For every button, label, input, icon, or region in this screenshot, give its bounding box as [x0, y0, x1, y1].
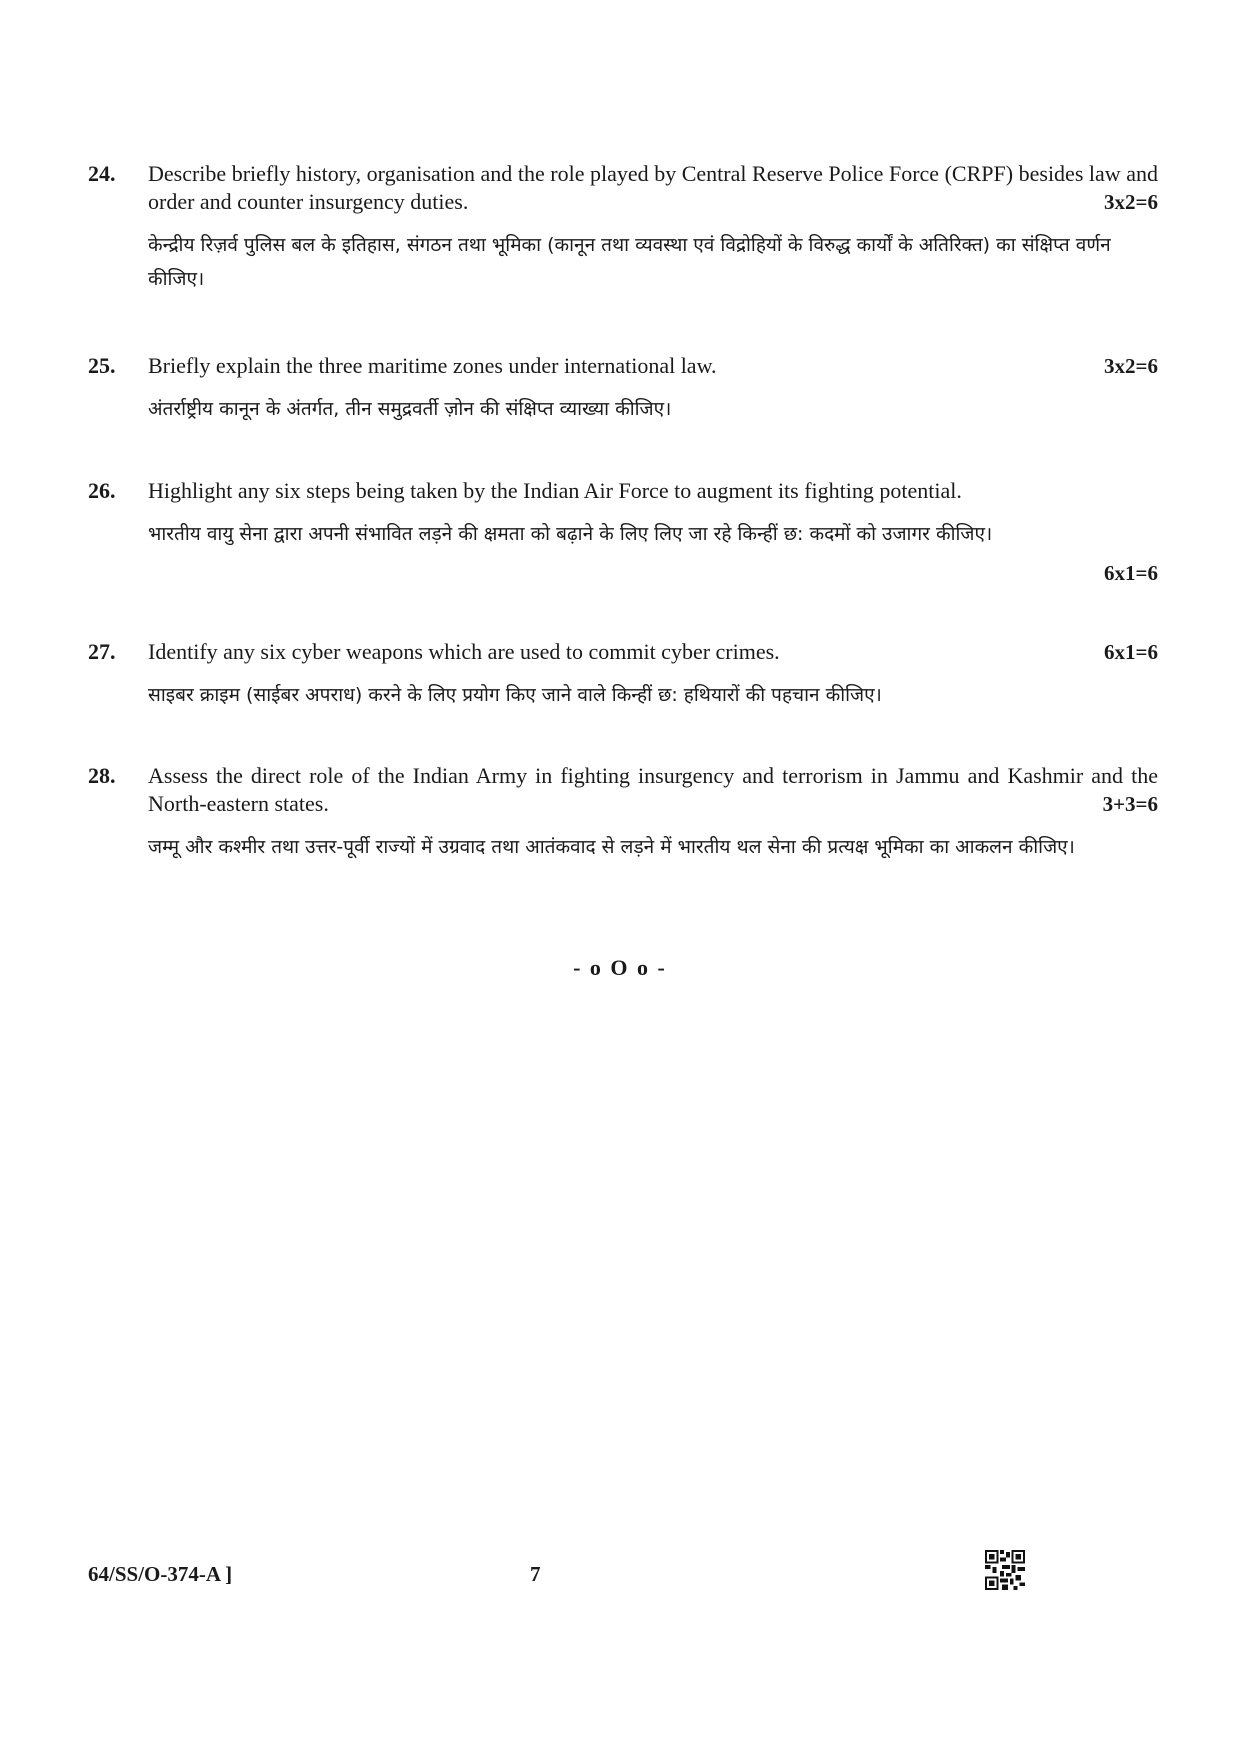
question-text-english: Briefly explain the three maritime zones under international law.	[148, 353, 717, 378]
question-marks: 3+3=6	[1102, 792, 1158, 816]
question-text-hindi: भारतीय वायु सेना द्वारा अपनी संभावित लड़ने की क्षमता को बढ़ाने के लिए लिए जा रहे किन्हीं छ: कदमों को उजागर कीजिए।	[148, 523, 993, 545]
question-body	[148, 477, 1158, 585]
question-text-hindi: केन्द्रीय रिज़र्व पुलिस बल के इतिहास, संगठन तथा भूमिका (कानून तथा व्यवस्था एवं विद्रोहियों के विरुद्ध कार्यों के अतिरिक्त) का संक्षिप्त वर्णन कीजिए।	[148, 234, 1111, 290]
question-text-english: Highlight any six steps being taken by the Indian Air Force to augment its fighting potential.	[148, 478, 962, 503]
question-text-english: Describe briefly history, organisation and the role played by Central Reserve Police Force (CRPF) besides law and order and counter insurgency duties.	[148, 161, 1158, 214]
question-text-hindi: साइबर क्राइम (साईबर अपराध) करने के लिए प्रयोग किए जाने वाले किन्हीं छ: हथियारों की पहचान कीजिए।	[148, 684, 882, 706]
question-marks: 3x2=6	[1104, 354, 1158, 378]
question-body	[148, 762, 1158, 864]
question-number: 28.	[88, 763, 116, 788]
question-number: 27.	[88, 639, 116, 664]
paper-code: 64/SS/O-374-A ]	[88, 1562, 233, 1586]
question-number: 25.	[88, 353, 116, 378]
question-marks: 3x2=6	[1104, 190, 1158, 214]
page-number: 7	[530, 1562, 541, 1586]
qr-code-icon	[985, 1550, 1025, 1590]
question-body	[148, 160, 1158, 296]
question-text-hindi: जम्मू और कश्मीर तथा उत्तर-पूर्वी राज्यों में उग्रवाद तथा आतंकवाद से लड़ने में भारतीय थल सेना की प्रत्यक्ष भूमिका का आकलन कीजिए।	[148, 836, 1075, 858]
question-text-english: Assess the direct role of the Indian Army in fighting insurgency and terrorism in Jammu and Kashmir and the North-eastern states.	[148, 763, 1158, 816]
question-body	[148, 352, 1158, 426]
end-of-paper-marker: - o O o -	[573, 955, 667, 980]
question-text-english: Identify any six cyber weapons which are used to commit cyber crimes.	[148, 639, 780, 664]
question-number: 24.	[88, 161, 116, 186]
question-marks: 6x1=6	[1104, 640, 1158, 664]
question-marks: 6x1=6	[1104, 561, 1158, 585]
question-number: 26.	[88, 478, 116, 503]
question-text-hindi: अंतर्राष्ट्रीय कानून के अंतर्गत, तीन समुद्रवर्ती ज़ोन की संक्षिप्त व्याख्या कीजिए।	[148, 398, 672, 420]
question-body	[148, 638, 1158, 712]
